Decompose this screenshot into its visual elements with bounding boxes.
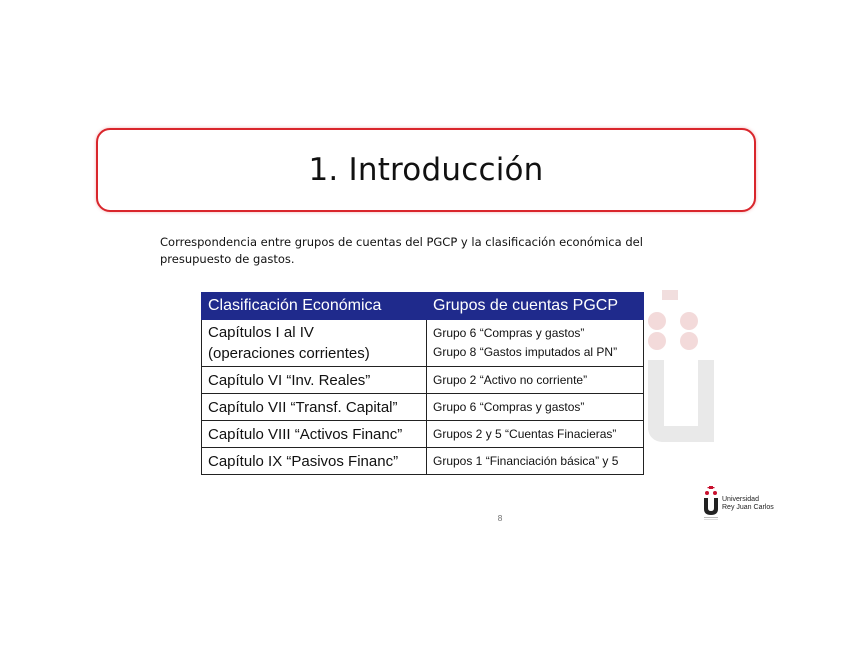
table-cell <box>427 320 644 367</box>
header-grupos: Grupos de cuentas PGCP <box>427 293 644 320</box>
cell-text: (operaciones corrientes) <box>208 345 370 362</box>
page-number: 8 <box>497 514 503 523</box>
table-cell <box>427 421 644 448</box>
intro-line: Correspondencia entre grupos de cuentas del PGCP y la clasificación económica del <box>160 235 643 249</box>
urjc-watermark-icon <box>640 290 740 460</box>
cell-text: Grupo 6 “Compras y gastos” <box>433 399 585 414</box>
table-row <box>202 320 644 367</box>
cell-text: Capítulo VII “Transf. Capital” <box>208 398 398 416</box>
slide-title: 1. Introducción <box>308 152 544 188</box>
table-row <box>202 448 644 475</box>
cell-text: Capítulo VIII “Activos Financ” <box>208 425 403 443</box>
cell-text: Grupo 8 “Gastos imputados al PN” <box>433 345 618 359</box>
table-cell <box>427 394 644 421</box>
table-cell <box>202 448 427 475</box>
cell-text: Grupos 1 “Financiación básica” y 5 <box>433 453 619 468</box>
title-box <box>96 128 756 212</box>
cell-text: Capítulos I al IV <box>208 324 314 341</box>
cell-text: Grupos 2 y 5 “Cuentas Finacieras” <box>433 426 617 441</box>
correspondence-table <box>201 292 644 475</box>
university-logo <box>702 486 792 526</box>
university-name <box>722 496 774 512</box>
university-name-line: Rey Juan Carlos <box>722 504 774 511</box>
cell-text: Grupo 2 “Activo no corriente” <box>433 372 588 387</box>
table-row <box>202 367 644 394</box>
table-row <box>202 394 644 421</box>
table-cell <box>202 320 427 367</box>
table-header-row <box>202 293 644 320</box>
table-cell <box>202 394 427 421</box>
table-cell <box>202 421 427 448</box>
table-row <box>202 421 644 448</box>
cell-text: Capítulo IX “Pasivos Financ” <box>208 452 399 470</box>
urjc-logo-icon <box>702 486 720 522</box>
header-clasificacion: Clasificación Económica <box>202 293 427 320</box>
intro-paragraph <box>160 234 680 268</box>
cell-text: Grupo 6 “Compras y gastos” <box>433 326 585 340</box>
cell-text: Capítulo VI “Inv. Reales” <box>208 371 371 389</box>
table-cell <box>427 448 644 475</box>
university-name-line: Universidad <box>722 496 759 503</box>
table-cell <box>202 367 427 394</box>
table-cell <box>427 367 644 394</box>
intro-line: presupuesto de gastos. <box>160 252 295 266</box>
